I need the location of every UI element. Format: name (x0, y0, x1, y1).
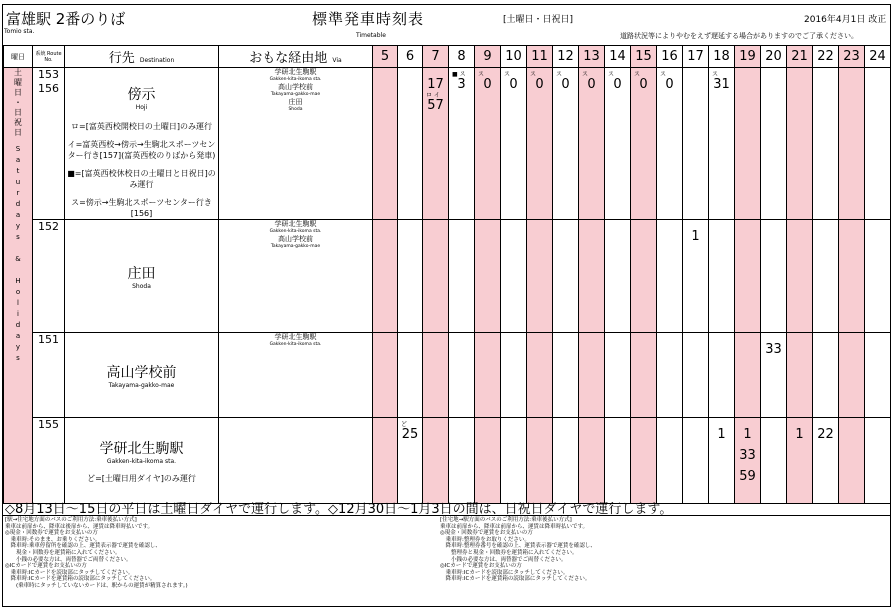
footer-divider (2, 515, 891, 516)
hour-cell-21 (787, 418, 813, 504)
hour-cell-14 (605, 333, 631, 418)
hour-cell-16 (657, 220, 683, 333)
departure-mark: ス (556, 71, 563, 78)
hour-cell-20 (761, 220, 787, 333)
hour-header-11: 11 (527, 46, 553, 68)
hour-cell-21 (787, 333, 813, 418)
hour-header-18: 18 (709, 46, 735, 68)
via-header (219, 46, 373, 68)
destination-name-en: Takayama-gakko-mae (108, 381, 175, 389)
station-name-en: Tomio sta. (4, 28, 35, 35)
via-stop: 庄田 (288, 98, 303, 106)
hour-cell-5 (373, 333, 398, 418)
departure-minute: 0 (639, 77, 648, 92)
departure-minute: 31 (713, 77, 730, 92)
hour-cell-19 (735, 68, 761, 220)
departure-minute: 17 (427, 77, 444, 92)
hour-cell-10 (501, 220, 527, 333)
hour-header-24: 24 (865, 46, 891, 68)
departure-mark: ス (478, 71, 485, 78)
hour-cell-15 (631, 333, 657, 418)
page-title-en: Timetable (356, 32, 386, 39)
header-row (4, 46, 891, 68)
hour-cell-10 (501, 418, 527, 504)
route-note: ロ=[富英西校開校日の土曜日]のみ運行 (71, 122, 212, 131)
hour-cell-17 (683, 220, 709, 333)
hour-cell-13 (579, 68, 605, 220)
via-header-en: Via (332, 57, 342, 64)
hour-cell-22 (813, 333, 839, 418)
hour-cell-22 (813, 68, 839, 220)
hour-cell-10 (501, 333, 527, 418)
hour-cell-6 (398, 68, 423, 220)
hour-cell-23 (839, 418, 865, 504)
via-stop-en: Gakken-kita-ikoma sta. (269, 342, 322, 347)
departure-time (709, 424, 734, 445)
departure-minute: 22 (817, 427, 834, 442)
destination-name-en: Gakken-kita-ikoma sta. (106, 457, 177, 465)
hour-cell-8 (449, 418, 475, 504)
day-label-jp: 土 曜 日 ・ 日 祝 日 (14, 68, 22, 137)
departure-mark: ■ ス (452, 71, 466, 78)
hour-header-15: 15 (631, 46, 657, 68)
route-note: ■=[富英西校休校日の土曜日と日祝日]のみ運行 (67, 169, 216, 189)
boarding-notice-left: [駅→住宅地方面のバスのご利用方法:乗車後払い方式] 乗車は前扉から、降車は後扉から、運賃は降車時払いです。 ◎現金・回数券で運賃をお支払いの方 乗車時:そのまま、お乗りください。 降車時:乗車停留所を確認の上、運賃表示器で運賃を確認し、 現金・回数券を運賃箱に入れてください。 小銭の必要な方は、両替器でご両替ください。 ◎ICカードで運賃をお支払いの方 乗車時:ICカードを読取部にタッチしてください。 降車時:ICカードを運賃箱の読取部にタッチしてください。 (乗車時にタッチしていないカードは、駅からの運賃が精算されます。) (5, 517, 188, 589)
departure-time (735, 424, 760, 445)
via-stop-en: Gakken-kita-ikoma sta. (269, 229, 322, 234)
hour-cell-18 (709, 418, 735, 504)
revised-date: 2016年4月1日 改正 (804, 15, 887, 25)
departure-minute: 1 (691, 229, 700, 244)
departure-time (449, 71, 474, 95)
hour-cell-22 (813, 220, 839, 333)
hour-cell-15 (631, 220, 657, 333)
hour-cell-11 (527, 418, 553, 504)
hour-cell-14 (605, 418, 631, 504)
hour-cell-19 (735, 220, 761, 333)
hour-cell-7 (423, 220, 449, 333)
hour-header-9: 9 (475, 46, 501, 68)
departure-mark: ロ イ (426, 92, 440, 99)
day-label-en: S a t u r d a y s & H o l i d a y s (15, 145, 21, 362)
hour-cell-18 (709, 333, 735, 418)
departure-time (735, 445, 760, 466)
destination-name-en: Shoda (132, 282, 151, 290)
destination-header-jp: 行先 (108, 51, 135, 66)
route-row (4, 418, 891, 504)
station-name: 富雄駅 2番のりば (6, 10, 126, 28)
hour-cell-24 (865, 220, 891, 333)
boarding-notice-right: [住宅地→駅方面のバスのご利用方法:乗車後払い方式] 乗車は前扉から、降車は前扉から、運賃は降車時払いです。 ◎現金・回数券で運賃をお支払いの方 乗車時:整理券をお取りください。 降車時:整理券番号を確認の上、運賃表示器で運賃を確認し、 整理券と現金・回数券を運賃箱に入れてください。 小銭の必要な方は、両替器でご両替ください。 ◎ICカードで運賃をお支払いの方 乗車時:ICカードを読取部にタッチしてください。 降車時:ICカードを運賃箱の読取部にタッチしてください。 (440, 517, 596, 583)
via-stop-en: Takayama-gakko-mae (270, 92, 321, 97)
route-number (33, 418, 65, 504)
via-header-jp: おもな経由地 (249, 51, 328, 66)
hour-cell-16 (657, 418, 683, 504)
destination-cell (65, 333, 219, 418)
destination-cell (65, 68, 219, 220)
hour-cell-9 (475, 418, 501, 504)
hour-header-10: 10 (501, 46, 527, 68)
hour-header-12: 12 (553, 46, 579, 68)
hour-cell-14 (605, 220, 631, 333)
hour-cell-21 (787, 68, 813, 220)
route-header: 系統 Route No. (33, 46, 65, 68)
hour-cell-5 (373, 68, 398, 220)
delay-note: 道路状況等によりやむをえず遅延する場合がありますのでご了承ください。 (620, 32, 858, 40)
hour-cell-24 (865, 68, 891, 220)
hour-header-8: 8 (449, 46, 475, 68)
hour-cell-18 (709, 220, 735, 333)
hour-cell-5 (373, 418, 398, 504)
destination-header (65, 46, 219, 68)
hour-cell-16 (657, 333, 683, 418)
hour-cell-24 (865, 418, 891, 504)
departure-minute: 0 (613, 77, 622, 92)
hour-cell-12 (553, 220, 579, 333)
timetable-grid (3, 45, 891, 504)
departure-minute: 25 (401, 427, 419, 442)
departure-mark: ど (401, 421, 408, 428)
day-label (4, 68, 33, 504)
hour-cell-9 (475, 220, 501, 333)
departure-time (709, 71, 734, 95)
route-number (33, 220, 65, 333)
departure-time (761, 339, 786, 360)
via-cell (219, 220, 373, 333)
hour-cell-13 (579, 418, 605, 504)
hour-cell-16 (657, 68, 683, 220)
via-stop-en: Shoda (288, 107, 303, 112)
departure-time (813, 424, 838, 445)
departure-time (501, 71, 526, 95)
departure-time (605, 71, 630, 95)
departure-mark: ス (660, 71, 667, 78)
departure-time (423, 92, 448, 116)
departure-mark: ス (608, 71, 615, 78)
hour-cell-9 (475, 68, 501, 220)
departure-minute: 33 (739, 448, 756, 463)
departure-mark: ス (504, 71, 511, 78)
departure-time (657, 71, 682, 95)
departure-mark: ス (634, 71, 641, 78)
route-notes (65, 121, 218, 219)
hour-cell-13 (579, 333, 605, 418)
departure-minute: 0 (561, 77, 570, 92)
hour-header-22: 22 (813, 46, 839, 68)
hour-header-14: 14 (605, 46, 631, 68)
departure-minute: 1 (743, 427, 752, 442)
via-stop: 学研北生駒駅 (274, 220, 317, 228)
via-stop-en: Gakken-kita-ikoma sta. (269, 77, 322, 82)
hour-cell-11 (527, 68, 553, 220)
departure-mark: ス (530, 71, 537, 78)
route-row (4, 220, 891, 333)
destination-name: 学研北生駒駅 (99, 440, 184, 457)
hour-cell-5 (373, 220, 398, 333)
via-stop: 学研北生駒駅 (274, 333, 317, 341)
hour-cell-23 (839, 333, 865, 418)
hour-cell-6 (398, 418, 423, 504)
route-number-value: 152 (38, 220, 59, 233)
hour-cell-20 (761, 418, 787, 504)
route-number-value: 151 (38, 333, 59, 346)
departure-time (475, 71, 500, 95)
hour-cell-17 (683, 333, 709, 418)
page-title: 標準発車時刻表 (312, 10, 425, 28)
hour-header-23: 23 (839, 46, 865, 68)
hour-cell-7 (423, 68, 449, 220)
destination-name: 傍示 (127, 87, 156, 103)
departure-mark: ス (582, 71, 589, 78)
destination-name: 庄田 (127, 265, 156, 282)
departure-minute: 57 (427, 98, 444, 113)
departure-minute: 0 (483, 77, 492, 92)
footer-banner: ◇8月13日～15日の平日は土曜日ダイヤで運行します。◇12月30日～1月3日の間は、日祝日ダイヤで運行します。 (5, 502, 673, 517)
hour-cell-12 (553, 68, 579, 220)
departure-minute: 1 (795, 427, 804, 442)
hour-header-21: 21 (787, 46, 813, 68)
via-cell (219, 418, 373, 504)
hour-cell-23 (839, 220, 865, 333)
hour-cell-6 (398, 220, 423, 333)
hour-cell-14 (605, 68, 631, 220)
hour-header-17: 17 (683, 46, 709, 68)
hour-cell-7 (423, 333, 449, 418)
departure-time (553, 71, 578, 95)
route-row (4, 333, 891, 418)
hour-cell-20 (761, 333, 787, 418)
hour-cell-19 (735, 333, 761, 418)
departure-time (579, 71, 604, 95)
departure-time (631, 71, 656, 95)
route-number-value: 155 (38, 418, 59, 431)
hour-header-19: 19 (735, 46, 761, 68)
route-note: ス=傍示→生駒北スポーツセンター行き[156] (71, 198, 212, 218)
departure-time (398, 421, 422, 445)
via-stop: 学研北生駒駅 (274, 68, 317, 76)
route-notes (65, 473, 218, 484)
hour-cell-20 (761, 68, 787, 220)
hour-cell-12 (553, 418, 579, 504)
route-number (33, 333, 65, 418)
destination-cell (65, 418, 219, 504)
via-stop: 高山学校前 (278, 83, 313, 91)
departure-minute: 0 (509, 77, 518, 92)
route-number-value: 156 (38, 82, 59, 95)
hour-cell-9 (475, 333, 501, 418)
departure-time (735, 466, 760, 487)
via-stop-en: Takayama-gakko-mae (270, 244, 321, 249)
destination-name: 高山学校前 (106, 364, 177, 381)
day-header: 曜日 (4, 46, 33, 68)
hour-cell-23 (839, 68, 865, 220)
hour-cell-11 (527, 333, 553, 418)
departure-time (787, 424, 812, 445)
day-type-label: [土曜日・日祝日] (503, 15, 574, 25)
hour-header-16: 16 (657, 46, 683, 68)
hour-cell-17 (683, 418, 709, 504)
hour-cell-13 (579, 220, 605, 333)
hour-cell-7 (423, 418, 449, 504)
hour-cell-21 (787, 220, 813, 333)
departure-minute: 59 (739, 469, 756, 484)
hour-cell-18 (709, 68, 735, 220)
route-number (33, 68, 65, 220)
hour-cell-8 (449, 68, 475, 220)
hour-cell-10 (501, 68, 527, 220)
departure-minute: 0 (587, 77, 596, 92)
departure-minute: 0 (665, 77, 674, 92)
departure-minute: 3 (457, 77, 466, 92)
hour-cell-6 (398, 333, 423, 418)
departure-mark: ス (712, 71, 719, 78)
route-number-value: 153 (38, 68, 59, 81)
hour-cell-22 (813, 418, 839, 504)
hour-cell-15 (631, 418, 657, 504)
hour-header-6: 6 (398, 46, 423, 68)
destination-header-en: Destination (139, 57, 175, 64)
departure-minute: 1 (717, 427, 726, 442)
via-stop: 高山学校前 (278, 235, 313, 243)
hour-cell-8 (449, 220, 475, 333)
route-note: イ=富英西校→傍示→生駒北スポーツセンター行き[157](富英西校のりばから発車) (67, 140, 216, 160)
hour-header-7: 7 (423, 46, 449, 68)
destination-cell (65, 220, 219, 333)
via-cell (219, 68, 373, 220)
departure-time (527, 71, 552, 95)
departure-minute: 33 (765, 342, 782, 357)
hour-cell-24 (865, 333, 891, 418)
departure-minute: 0 (535, 77, 544, 92)
route-row (4, 68, 891, 220)
hour-cell-19 (735, 418, 761, 504)
destination-name-en: Hoji (135, 104, 148, 111)
departure-time (683, 226, 708, 247)
hour-cell-11 (527, 220, 553, 333)
route-note: ど=[土曜日用ダイヤ]のみ運行 (87, 473, 196, 483)
hour-header-13: 13 (579, 46, 605, 68)
hour-cell-15 (631, 68, 657, 220)
hour-cell-12 (553, 333, 579, 418)
hour-header-5: 5 (373, 46, 398, 68)
hour-cell-8 (449, 333, 475, 418)
hour-cell-17 (683, 68, 709, 220)
hour-header-20: 20 (761, 46, 787, 68)
via-cell (219, 333, 373, 418)
